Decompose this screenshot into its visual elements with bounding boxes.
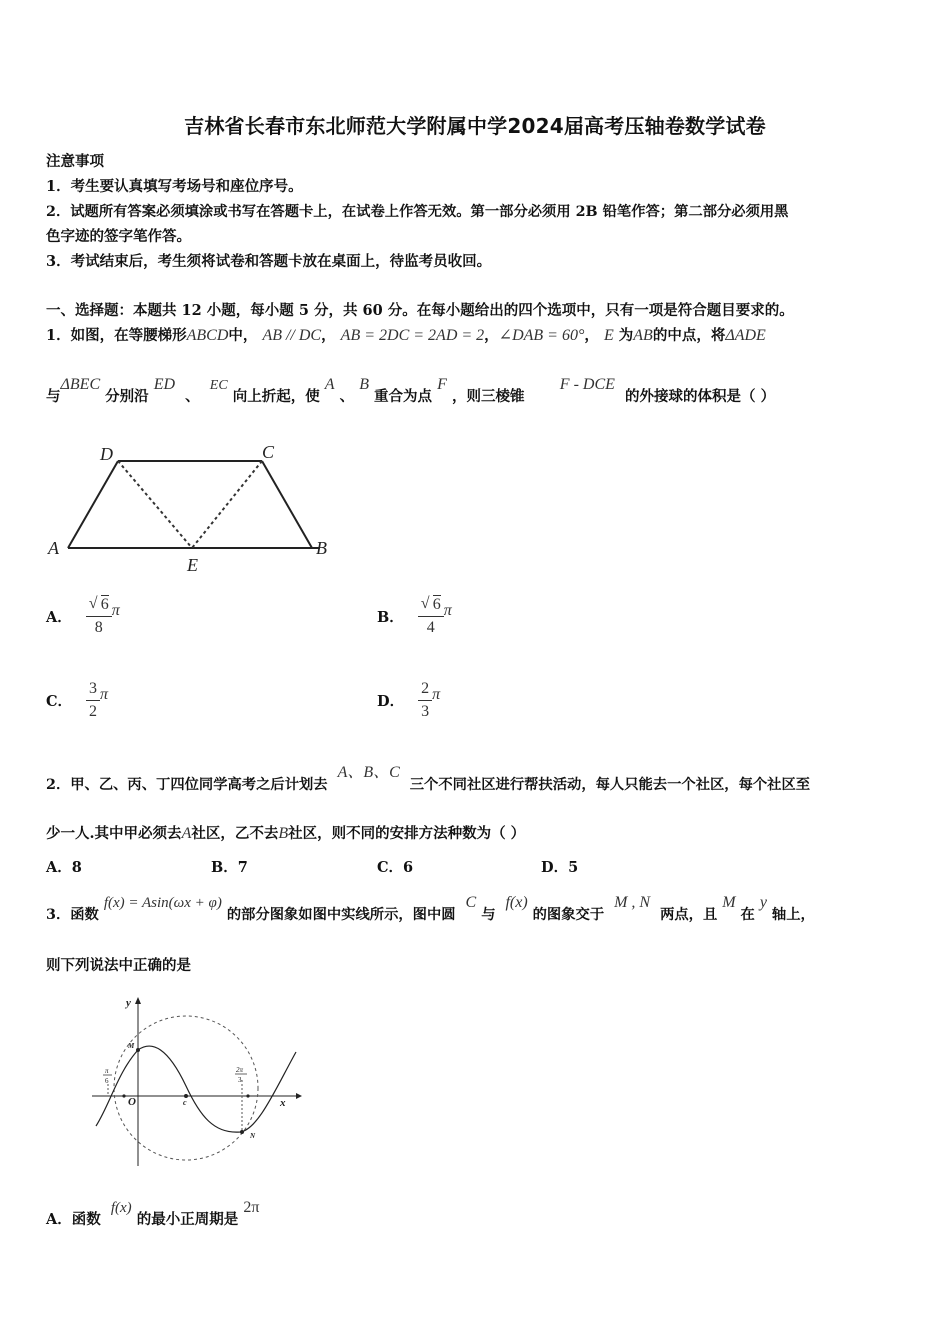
q1-text: 的外接球的体积是（ ） [625, 388, 776, 405]
trapezoid-figure [40, 436, 340, 576]
fraction-numerator: 6 [432, 596, 441, 613]
q3-text: 轴上， [771, 907, 815, 923]
section-heading: 一、选择题：本题共 12 小题，每小题 5 分，共 60 分。在每小题给出的四个选项中，只有一项是符合题目要求的。 [46, 302, 794, 319]
q3-text: 两点，且 [660, 907, 718, 923]
fraction-denominator: 2 [89, 703, 98, 720]
q2-line-2 [46, 823, 525, 845]
vertex-label-e: E [187, 555, 198, 575]
q1-math: AB [633, 327, 653, 344]
q1-math: EC [209, 378, 228, 393]
option-fraction [86, 680, 100, 721]
vertex-label-a: A [48, 538, 59, 558]
q1-text: 、 [339, 388, 355, 405]
q1-text: 的中点，将 [652, 327, 726, 344]
fraction-denominator: 4 [426, 619, 435, 636]
sine-graph-figure [88, 992, 308, 1172]
tick-neg-numerator: π [105, 1067, 109, 1075]
q3-math: M [722, 894, 736, 911]
q2-text: 三个不同社区进行帮扶活动，每人只能去一个社区，每个社区至 [409, 777, 811, 793]
point-label-c: c [183, 1098, 187, 1107]
q1-text: 中， [228, 327, 258, 344]
fraction-denominator: 8 [94, 619, 103, 636]
notice-item-1: 1．考生要认真填写考场号和座位序号。 [46, 178, 303, 195]
vertex-label-b: B [316, 538, 327, 558]
q1-option-c[interactable] [46, 680, 108, 721]
notice-item-3: 3．考试结束后，考生须将试卷和答题卡放在桌面上，待监考员收回。 [46, 253, 492, 270]
q1-text: 向上折起，使 [232, 388, 320, 405]
q1-text: ， [321, 327, 336, 344]
q2-option-d[interactable]: D．5 [541, 859, 579, 876]
q3-option-math: 2π [243, 1199, 260, 1216]
q1-math: AB // DC [262, 327, 322, 344]
exam-title: 吉林省长春市东北师范大学附属中学2024届高考压轴卷数学试卷 [184, 114, 766, 138]
q1-math: ED [153, 376, 176, 393]
vertex-label-c: C [262, 442, 275, 462]
pi-symbol: π [111, 601, 120, 619]
q3-option-text: 的最小正周期是 [136, 1211, 239, 1228]
fraction-numerator: 2 [418, 680, 432, 701]
tick-neg-denominator: 6 [105, 1077, 109, 1085]
option-label: C． [46, 693, 73, 710]
q3-text: 3．函数 [46, 907, 99, 923]
q1-text: 重合为点 [374, 388, 433, 405]
option-fraction [418, 596, 444, 637]
q3-math: f(x) = Asin(ωx + φ) [103, 895, 222, 911]
sine-curve [96, 1046, 296, 1132]
q2-option-b[interactable]: B．7 [211, 859, 248, 876]
fold-line-de [118, 461, 192, 548]
q1-text: 为 [618, 327, 634, 344]
edge-ad [68, 461, 118, 548]
q2-text: 2．甲、乙、丙、丁四位同学高考之后计划去 [46, 777, 328, 793]
q3-math: M , N [614, 894, 651, 911]
q3-math: f(x) [505, 894, 528, 911]
q1-math: E [603, 327, 614, 344]
q2-text: 社区，则不同的安排方法种数为（ ） [288, 825, 526, 842]
fold-line-ce [192, 461, 262, 548]
q1-math: ABCD [186, 327, 229, 344]
q1-math: ΔBEC [60, 376, 101, 393]
option-fraction [418, 680, 432, 721]
fraction-numerator: 3 [86, 680, 100, 701]
q3-math: y [759, 894, 767, 911]
point-zero-right [246, 1094, 249, 1097]
q1-text: 与 [46, 388, 61, 405]
axis-label-y: y [126, 997, 131, 1009]
q2-text: 少一人.其中甲必须去 [46, 825, 182, 842]
q2-option-a[interactable]: A．8 [46, 859, 82, 876]
q3-option-math: f(x) [110, 1200, 132, 1216]
tick-pos-numerator: 2π [236, 1066, 244, 1074]
q3-option-a[interactable] [46, 1199, 260, 1231]
point-label-n: N [250, 1132, 256, 1140]
q3-line-1 [46, 894, 815, 926]
q1-text: 1．如图，在等腰梯形 [46, 327, 187, 344]
point-n [240, 1130, 244, 1134]
notice-heading: 注意事项 [46, 153, 104, 170]
q2-math: A、B、C [337, 764, 400, 781]
q3-text: 的图象交于 [532, 907, 605, 923]
notice-item-2-line-1: 2．试题所有答案必须填涂或书写在答题卡上，在试卷上作答无效。第一部分必须用 2B 铅笔作答；第二部分必须用黑 [46, 204, 789, 220]
axis-label-x: x [280, 1097, 286, 1109]
q2-math: A [181, 825, 192, 842]
q1-math: A [324, 376, 335, 393]
origin-label: O [128, 1096, 136, 1108]
q2-math: B [278, 825, 289, 842]
option-label: D． [377, 693, 405, 710]
q2-line-1 [46, 764, 811, 796]
q1-math: ∠DAB = 60° [498, 327, 585, 344]
q1-line-1 [46, 325, 766, 347]
pi-symbol: π [443, 601, 452, 619]
fraction-denominator: 3 [421, 703, 430, 720]
q1-math: B [359, 376, 369, 393]
q1-option-a[interactable] [46, 596, 120, 637]
q3-text: 在 [740, 907, 755, 923]
q1-text: 分别沿 [105, 388, 149, 405]
q1-option-d[interactable] [377, 680, 440, 721]
option-fraction [86, 596, 112, 637]
y-axis-arrow-icon [135, 997, 141, 1004]
q1-math: F [437, 376, 447, 393]
pi-symbol: π [100, 685, 109, 703]
notice-item-2-line-2: 色字迹的签字笔作答。 [46, 228, 191, 245]
q1-text: ， [484, 327, 499, 344]
point-m [136, 1048, 140, 1052]
vertex-label-d: D [100, 444, 113, 464]
q1-math: F - DCE [559, 376, 615, 393]
q3-line-2: 则下列说法中正确的是 [46, 957, 191, 974]
option-label: A． [46, 609, 72, 626]
x-axis-arrow-icon [296, 1093, 302, 1099]
q1-text: ， [584, 327, 599, 344]
q1-line-2 [46, 376, 776, 409]
q2-text: 社区，乙不去 [191, 825, 279, 842]
option-label: B． [377, 609, 404, 626]
pi-symbol: π [432, 685, 441, 703]
q1-text: ，则三棱锥 [451, 388, 525, 405]
fraction-numerator: 6 [100, 596, 109, 613]
q2-option-c[interactable]: C．6 [377, 859, 414, 876]
q1-text: 、 [185, 388, 200, 405]
q3-text: 与 [481, 907, 496, 923]
q1-math: ΔADE [725, 327, 766, 344]
q3-math: C [465, 894, 477, 911]
q1-math: AB = 2DC = 2AD = 2 [340, 327, 485, 344]
circle-c [114, 1016, 258, 1160]
edge-cb [262, 461, 312, 548]
q1-option-b[interactable] [377, 596, 452, 637]
point-zero-left [122, 1094, 125, 1097]
q3-text: 的部分图象如图中实线所示，图中圆 [226, 907, 456, 923]
q3-option-text: A．函数 [46, 1211, 101, 1228]
point-label-m: M [128, 1042, 135, 1050]
tick-pos-denominator: 3 [238, 1076, 242, 1084]
